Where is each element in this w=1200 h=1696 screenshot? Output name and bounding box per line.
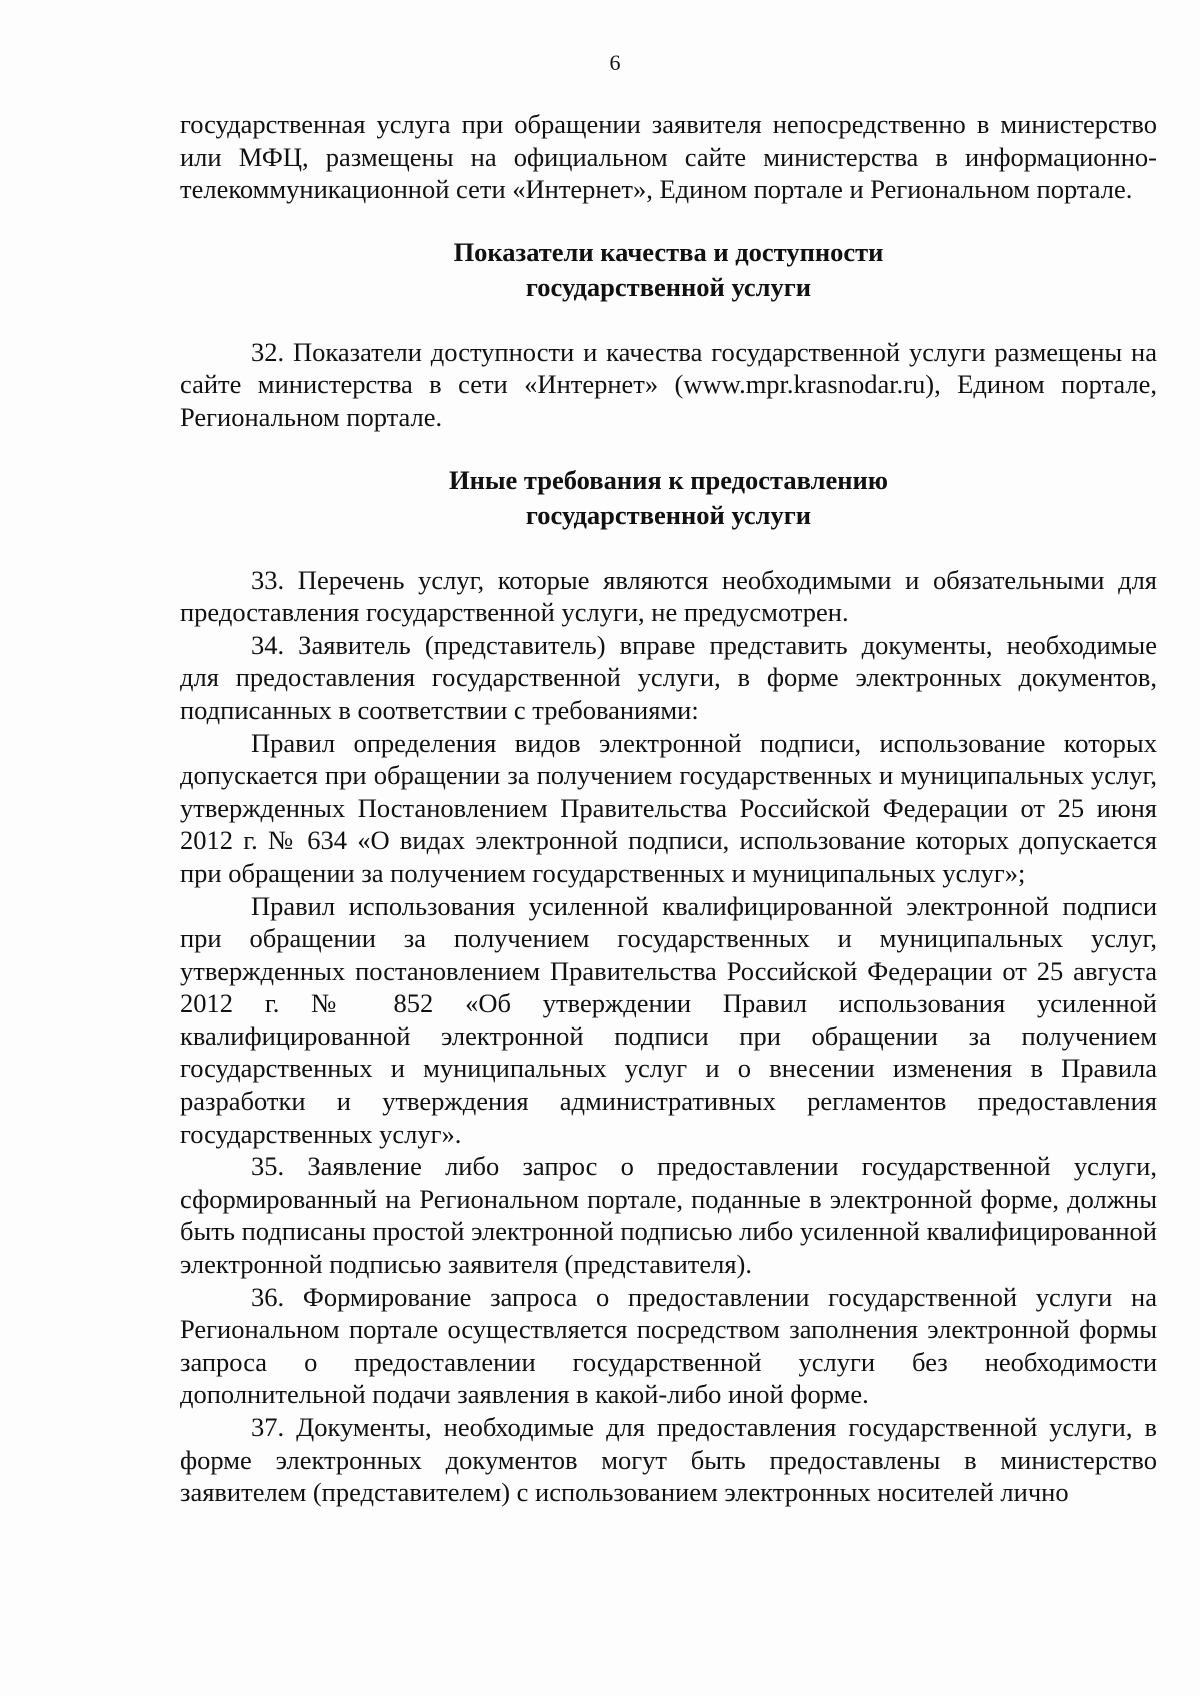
paragraph-37: 37. Документы, необходимые для предоставления государственной услуги, в форме электронных документов могут быть предоставлены в министерство заявителем (представителем) с использованием электронных носителей лично xyxy=(180,1412,1157,1508)
paragraph-33: 33. Перечень услуг, которые являются необходимыми и обязательными для предоставления государственной услуги, не предусмотрен. xyxy=(180,564,1157,628)
spacer xyxy=(180,434,1157,463)
section-heading-other-requirements-line-1: Иные требования к предоставлению xyxy=(448,464,889,495)
paragraph-32: 32. Показатели доступности и качества государственной услуги размещены на сайте министерства в сети «Интернет» (www.mpr.krasnodar.ru), Едином портале, Региональном портале. xyxy=(180,336,1157,432)
paragraph-36: 36. Формирование запроса о предоставлении государственной услуги на Региональном портале осуществляется посредством заполнения электронной формы запроса о предоставлении государственной услуги без необходимости дополнительной подачи заявления в какой-либо иной форме. xyxy=(180,1281,1157,1410)
paragraph-35: 35. Заявление либо запрос о предоставлении государственной услуги, сформированный на Региональном портале, поданные в электронной форме, должны быть подписаны простой электронной подписью либо усиленной квалифицированной электронной подписью заявителя (представителя). xyxy=(180,1151,1157,1280)
section-heading-other-requirements-line-2: государственной услуги xyxy=(525,499,812,530)
paragraph-34-rule-634: Правил определения видов электронной подписи, использование которых допускается при обращении за получением государственных и муниципальных услуг, утвержденных Постановлением Правительства Российской Федерации от 25 июня 2012 г. № 634 «О видах электронной подписи, использование которых допускается при обращении за получением государственных и муниципальных услуг»; xyxy=(180,727,1157,888)
section-heading-quality-line-2: государственной услуги xyxy=(525,271,812,302)
spacer xyxy=(180,533,1157,564)
paragraph-continuation: государственная услуга при обращении заявителя непосредственно в министерство или МФЦ, размещены на официальном сайте министерства в информационно-телекоммуникационной сети «Интернет», Едином портале и Региональном портале. xyxy=(180,109,1157,205)
page-number: 6 xyxy=(609,50,621,75)
spacer xyxy=(180,305,1157,336)
section-heading-quality-line-1: Показатели качества и доступности xyxy=(453,236,884,267)
paragraph-34: 34. Заявитель (представитель) вправе представить документы, необходимые для предоставления государственной услуги, в форме электронных документов, подписанных в соответствии с требованиями: xyxy=(180,629,1157,725)
paragraph-34-rule-852: Правил использования усиленной квалифицированной электронной подписи при обращении за получением государственных и муниципальных услуг, утвержденных постановлением Правительства Российской Федерации от 25 августа 2012 г. № 852 «Об утверждении Правил использования усиленной квалифицированной электронной подписи при обращении за получением государственных и муниципальных услуг и о внесении изменения в Правила разработки и утверждения административных регламентов предоставления государственных услуг». xyxy=(180,890,1157,1149)
document-body xyxy=(180,108,1157,1509)
spacer xyxy=(180,206,1157,235)
